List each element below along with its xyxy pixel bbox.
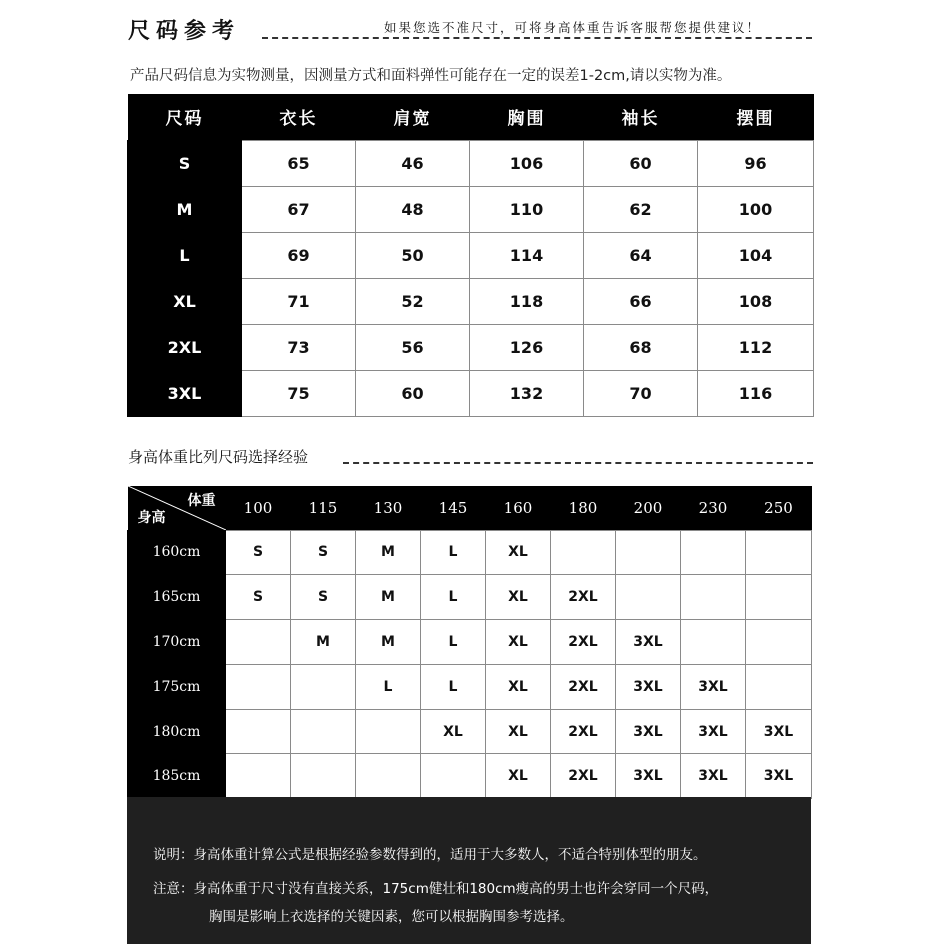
size-recommendation-cell	[291, 664, 356, 709]
size-recommendation-cell	[356, 709, 421, 754]
size-recommendation-cell: 3XL	[616, 754, 681, 799]
hw-table-header-row	[128, 486, 812, 530]
size-value-cell: 62	[584, 186, 698, 232]
footer-line: 说明：身高体重计算公式是根据经验参数得到的，适用于大多数人，不适合特别体型的朋友。	[153, 847, 707, 863]
table-row	[128, 278, 814, 324]
size-value-cell: 114	[470, 232, 584, 278]
height-label: 185cm	[128, 754, 226, 799]
weight-header: 115	[291, 486, 356, 530]
size-value-cell: 48	[356, 186, 470, 232]
size-recommendation-cell	[421, 754, 486, 799]
size-recommendation-cell: 3XL	[681, 664, 746, 709]
size-table-header: 胸围	[470, 94, 584, 140]
size-table-header: 肩宽	[356, 94, 470, 140]
size-value-cell: 52	[356, 278, 470, 324]
size-recommendation-cell: L	[421, 664, 486, 709]
size-table-header: 摆围	[698, 94, 814, 140]
header-divider	[262, 37, 812, 39]
size-value-cell: 60	[584, 140, 698, 186]
size-recommendation-cell	[356, 754, 421, 799]
size-recommendation-cell: M	[356, 530, 421, 575]
size-recommendation-cell	[226, 709, 291, 754]
size-recommendation-cell: 3XL	[616, 709, 681, 754]
table-row	[128, 324, 814, 370]
size-recommendation-cell	[226, 754, 291, 799]
weight-header: 145	[421, 486, 486, 530]
size-table-header-row	[128, 94, 814, 140]
size-value-cell: 50	[356, 232, 470, 278]
size-recommendation-cell: 2XL	[551, 620, 616, 665]
size-recommendation-cell: S	[291, 575, 356, 620]
size-recommendation-cell: S	[226, 575, 291, 620]
size-value-cell: 67	[242, 186, 356, 232]
size-recommendation-cell	[226, 620, 291, 665]
size-value-cell: 106	[470, 140, 584, 186]
size-value-cell: 96	[698, 140, 814, 186]
table-row	[128, 575, 812, 620]
size-value-cell: 60	[356, 370, 470, 416]
footer-line: 注意：身高体重于尺寸没有直接关系，175cm健壮和180cm瘦高的男士也许会穿同一个尺码，	[153, 881, 719, 897]
size-recommendation-cell	[746, 575, 812, 620]
size-recommendation-cell	[681, 620, 746, 665]
size-value-cell: 70	[584, 370, 698, 416]
size-recommendation-cell	[616, 530, 681, 575]
size-recommendation-cell: S	[291, 530, 356, 575]
size-recommendation-cell: M	[291, 620, 356, 665]
size-value-cell: 46	[356, 140, 470, 186]
weight-header: 130	[356, 486, 421, 530]
size-recommendation-cell: S	[226, 530, 291, 575]
header-note: 如果您选不准尺寸，可将身高体重告诉客服帮您提供建议！	[384, 20, 762, 35]
size-value-cell: 75	[242, 370, 356, 416]
size-recommendation-cell: XL	[486, 530, 551, 575]
size-recommendation-cell	[291, 754, 356, 799]
size-value-cell: 65	[242, 140, 356, 186]
table-row	[128, 140, 814, 186]
corner-height-label: 身高	[137, 509, 166, 526]
size-table-header: 尺码	[128, 94, 242, 140]
size-recommendation-cell: 3XL	[616, 664, 681, 709]
size-value-cell: 71	[242, 278, 356, 324]
size-recommendation-cell: XL	[486, 709, 551, 754]
size-value-cell: 126	[470, 324, 584, 370]
size-recommendation-cell: 3XL	[681, 754, 746, 799]
table-row	[128, 530, 812, 575]
size-value-cell: 73	[242, 324, 356, 370]
size-recommendation-cell	[746, 664, 812, 709]
footer-notes	[127, 797, 811, 944]
size-recommendation-cell	[681, 530, 746, 575]
size-recommendation-cell	[551, 530, 616, 575]
size-value-cell: 116	[698, 370, 814, 416]
size-recommendation-cell: 3XL	[616, 620, 681, 665]
page-title: 尺码参考	[128, 19, 241, 44]
height-label: 175cm	[128, 664, 226, 709]
table-row	[128, 186, 814, 232]
table-row	[128, 709, 812, 754]
section-title: 身高体重比列尺码选择经验	[128, 448, 309, 466]
section-divider	[343, 462, 813, 464]
size-value-cell: 64	[584, 232, 698, 278]
size-recommendation-cell: 2XL	[551, 709, 616, 754]
size-table-header: 袖长	[584, 94, 698, 140]
table-row	[128, 370, 814, 416]
weight-header: 250	[746, 486, 812, 530]
size-recommendation-cell: L	[421, 575, 486, 620]
size-recommendation-cell: 3XL	[681, 709, 746, 754]
size-recommendation-cell: 3XL	[746, 709, 812, 754]
corner-weight-label: 体重	[187, 493, 216, 509]
size-value-cell: 132	[470, 370, 584, 416]
size-value-cell: 104	[698, 232, 814, 278]
size-value-cell: 112	[698, 324, 814, 370]
table-row	[128, 664, 812, 709]
size-recommendation-cell: L	[356, 664, 421, 709]
size-recommendation-cell: XL	[486, 754, 551, 799]
intro-text: 产品尺码信息为实物测量，因测量方式和面料弹性可能存在一定的误差1-2cm,请以实物为准。	[130, 68, 732, 84]
size-label: 3XL	[128, 370, 242, 416]
size-value-cell: 110	[470, 186, 584, 232]
size-recommendation-cell: L	[421, 620, 486, 665]
size-value-cell: 118	[470, 278, 584, 324]
table-row	[128, 232, 814, 278]
size-label: S	[128, 140, 242, 186]
height-label: 180cm	[128, 709, 226, 754]
size-table-header: 衣长	[242, 94, 356, 140]
size-value-cell: 68	[584, 324, 698, 370]
height-label: 160cm	[128, 530, 226, 575]
height-label: 165cm	[128, 575, 226, 620]
size-recommendation-cell: M	[356, 620, 421, 665]
size-recommendation-cell	[226, 664, 291, 709]
size-value-cell: 108	[698, 278, 814, 324]
weight-header: 180	[551, 486, 616, 530]
size-label: L	[128, 232, 242, 278]
size-value-cell: 69	[242, 232, 356, 278]
size-label: XL	[128, 278, 242, 324]
size-table	[127, 94, 814, 417]
weight-header: 230	[681, 486, 746, 530]
size-value-cell: 100	[698, 186, 814, 232]
footer-line: 胸围是影响上衣选择的关键因素，您可以根据胸围参考选择。	[209, 909, 574, 925]
table-row	[128, 754, 812, 799]
height-label: 170cm	[128, 620, 226, 665]
size-recommendation-cell: 2XL	[551, 575, 616, 620]
height-weight-table	[127, 486, 812, 799]
size-recommendation-cell	[291, 709, 356, 754]
size-value-cell: 56	[356, 324, 470, 370]
size-recommendation-cell: M	[356, 575, 421, 620]
size-recommendation-cell	[746, 620, 812, 665]
hw-table-corner	[128, 486, 226, 530]
size-recommendation-cell: L	[421, 530, 486, 575]
size-label: M	[128, 186, 242, 232]
size-recommendation-cell	[746, 530, 812, 575]
weight-header: 100	[226, 486, 291, 530]
size-recommendation-cell: 3XL	[746, 754, 812, 799]
size-recommendation-cell: 2XL	[551, 754, 616, 799]
size-recommendation-cell: XL	[486, 664, 551, 709]
size-value-cell: 66	[584, 278, 698, 324]
size-label: 2XL	[128, 324, 242, 370]
size-recommendation-cell: XL	[486, 575, 551, 620]
weight-header: 200	[616, 486, 681, 530]
size-recommendation-cell: 2XL	[551, 664, 616, 709]
table-row	[128, 620, 812, 665]
size-recommendation-cell: XL	[486, 620, 551, 665]
size-recommendation-cell	[681, 575, 746, 620]
size-recommendation-cell: XL	[421, 709, 486, 754]
weight-header: 160	[486, 486, 551, 530]
size-recommendation-cell	[616, 575, 681, 620]
